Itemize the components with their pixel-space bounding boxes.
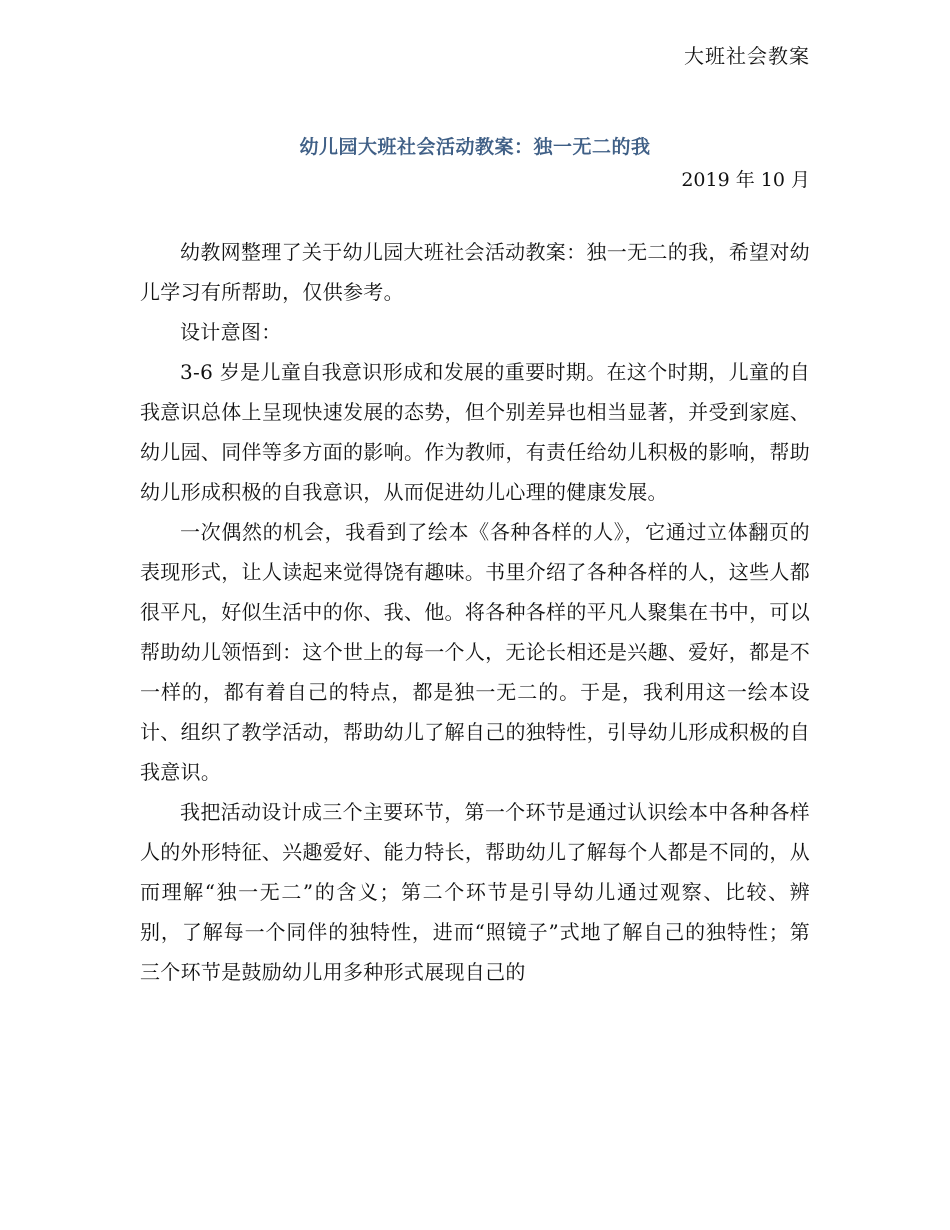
document-date: 2019 年 10 月: [681, 169, 810, 191]
paragraph-activity-design: 我把活动设计成三个主要环节，第一个环节是通过认识绘本中各种各样人的外形特征、兴趣爱好、能力特长，帮助幼儿了解每个人都是不同的，从而理解“独一无二”的含义；第二个环节是引导幼儿通过观察、比较、辨别，了解每一个同伴的独特性，进而“照镜子”式地了解自己的独特性；第三个环节是鼓励幼儿用多种形式展现自己的: [140, 800, 810, 984]
paragraph-design-heading: 设计意图：: [180, 320, 282, 344]
paragraph-self-awareness: 3-6 岁是儿童自我意识形成和发展的重要时期。在这个时期，儿童的自我意识总体上呈现快速发展的态势，但个别差异也相当显著，并受到家庭、幼儿园、同伴等多方面的影响。作为教师，有责任给幼儿积极的影响，帮助幼儿形成积极的自我意识，从而促进幼儿心理的健康发展。: [140, 360, 810, 504]
paragraph-picture-book: 一次偶然的机会，我看到了绘本《各种各样的人》，它通过立体翻页的表现形式，让人读起来觉得饶有趣味。书里介绍了各种各样的人，这些人都很平凡，好似生活中的你、我、他。将各种各样的平凡人聚集在书中，可以帮助幼儿领悟到：这个世上的每一个人，无论长相还是兴趣、爱好，都是不一样的，都有着自己的特点，都是独一无二的。于是，我利用这一绘本设计、组织了教学活动，帮助幼儿了解自己的独特性，引导幼儿形成积极的自我意识。: [140, 520, 810, 784]
document-body: [140, 232, 810, 992]
paragraph-intro: 幼教网整理了关于幼儿园大班社会活动教案：独一无二的我，希望对幼儿学习有所帮助，仅供参考。: [140, 240, 810, 304]
running-header: 大班社会教案: [684, 44, 810, 68]
document-title: 幼儿园大班社会活动教案：独一无二的我: [299, 136, 651, 158]
